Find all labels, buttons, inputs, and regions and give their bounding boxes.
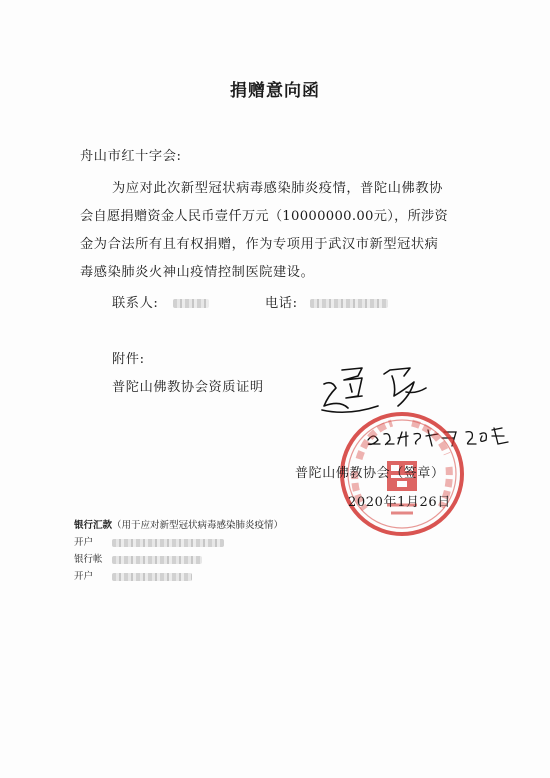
body-line-2: 会自愿捐赠资金人民币壹仟万元（10000000.00元），所涉资 (80, 209, 449, 224)
attachment-item: 普陀山佛教协会资质证明 (112, 380, 264, 395)
contact-row (112, 292, 209, 311)
body-line-4: 毒感染肺炎火神山疫情控制医院建设。 (80, 265, 315, 280)
bank-section-title (74, 517, 283, 531)
bank-label-1: 开户 (74, 537, 94, 548)
bank-value-1-redacted (112, 539, 224, 547)
body-line-1: 为应对此次新型冠状病毒感染肺炎疫情，普陀山佛教协 (112, 181, 443, 196)
bank-label-3: 开户 (74, 571, 94, 582)
bank-title: 银行汇款 (74, 520, 113, 531)
bank-value-2-redacted (112, 556, 202, 564)
document-title: 捐赠意向函 (230, 81, 320, 101)
date-line: 2020年1月26日 (348, 495, 451, 510)
body-line-3: 金为合法所有且有权捐赠，作为专项用于武汉市新型冠状病 (80, 237, 439, 252)
bank-row-3 (74, 568, 192, 582)
phone-number-redacted (310, 299, 388, 308)
bank-title-note: （用于应对新型冠状病毒感染肺炎疫情） (112, 520, 284, 531)
salutation: 舟山市红十字会: (80, 149, 182, 164)
bank-value-3-redacted (112, 573, 192, 581)
phone-label: 电话: (265, 296, 298, 311)
signer-line: 普陀山佛教协会（签章） (295, 466, 445, 481)
contact-name-redacted (173, 299, 209, 308)
bank-label-2: 银行帐 (74, 554, 103, 565)
phone-row (265, 292, 388, 311)
bank-row-2 (74, 551, 202, 565)
contact-label: 联系人: (112, 296, 159, 311)
attachment-label: 附件: (112, 352, 145, 367)
bank-row-1 (74, 534, 224, 548)
